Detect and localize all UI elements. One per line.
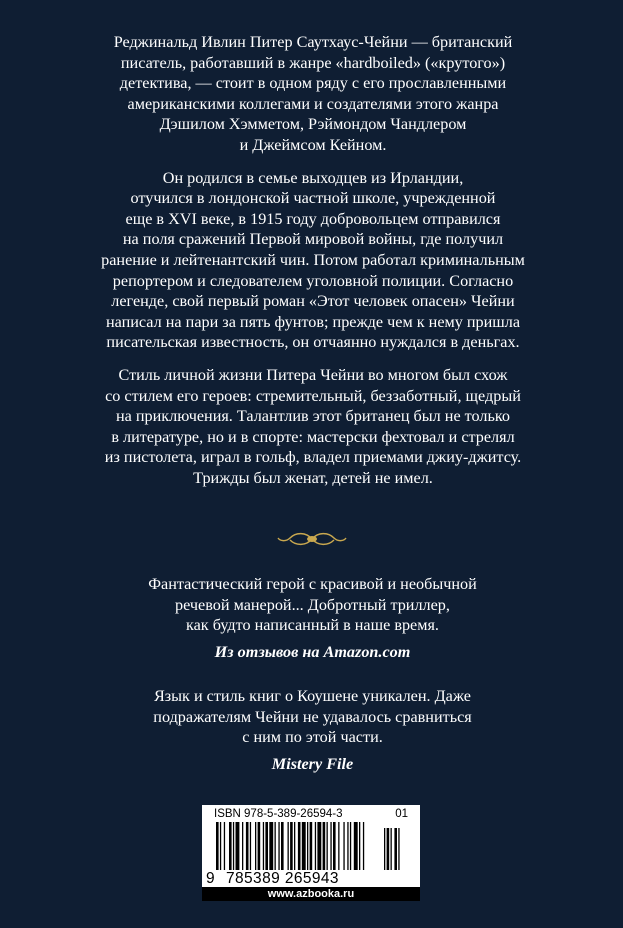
review-line: подражателям Чейни не удавалось сравниться: [153, 707, 472, 726]
bio-line: написал на пари за пять фунтов; прежде чем к нему пришла: [105, 312, 521, 331]
review-line: Фантастический герой с красивой и необычной: [148, 575, 477, 593]
bio-line: на поля сражений Первой мировой войны, где получил: [122, 230, 504, 249]
isbn-line: [214, 808, 408, 820]
author-biography: [58, 32, 568, 500]
review-quote-2: [120, 686, 505, 774]
review-line: с ним по этой части.: [242, 728, 383, 747]
isbn-text: ISBN 978-5-389-26594-3: [214, 808, 343, 820]
review-quote-1: [120, 574, 505, 662]
review-line: как будто написанный в наше время.: [186, 616, 439, 635]
bio-line: Дэшилом Хэмметом, Рэймондом Чандлером: [159, 115, 467, 134]
bio-line: со стилем его героев: стремительный, беззаботный, щедрый: [105, 386, 521, 405]
bio-line: Он родился в семье выходцев из Ирландии,: [162, 168, 464, 187]
bio-line: ранение и лейтенантский чин. Потом работал криминальным: [101, 250, 525, 269]
publisher-url: www.azbooka.ru: [202, 887, 420, 901]
bio-line: детектива, — стоит в одном ряду с его прославленными: [119, 74, 507, 93]
bio-paragraph-1: [58, 32, 568, 156]
bio-line: американскими коллегами и создателями этого жанра: [127, 94, 499, 113]
bio-line: Стиль личной жизни Питера Чейни во многом был схож: [118, 365, 508, 384]
review-source: Mistery File: [271, 754, 354, 773]
barcode-lead-digit: 9: [206, 870, 215, 887]
bio-line: из пистолета, играл в гольф, владел приемами джиу-джитсу.: [104, 448, 522, 467]
isbn-addon: 01: [395, 808, 408, 820]
bio-line: Реджинальд Ивлин Питер Саутхаус-Чейни — британский: [113, 33, 513, 51]
bio-paragraph-3: [58, 365, 568, 489]
review-source: Из отзывов на Amazon.com: [214, 642, 411, 661]
barcode-digits: [206, 870, 414, 888]
bio-line: на приключения. Талантлив этот британец был не только: [115, 407, 511, 426]
review-line: речевой манерой... Добротный триллер,: [175, 595, 450, 614]
bio-line: Трижды был женат, детей не имел.: [193, 468, 433, 487]
bio-line: писательская известность, он отчаянно нуждался в деньгах.: [106, 333, 520, 352]
bio-paragraph-2: [58, 168, 568, 353]
barcode-number: 785389 265943: [226, 870, 339, 887]
barcode-label: [202, 805, 420, 901]
bio-line: репортером и следователем уголовной полиции. Согласно: [112, 271, 514, 290]
barcode-bars-icon: [216, 822, 406, 870]
bio-line: в литературе, но и в спорте: мастерски фехтовал и стрелял: [111, 427, 515, 446]
bio-line: легенде, свой первый роман «Этот человек опасен» Чейни: [111, 292, 515, 311]
bio-line: отучился в лондонской частной школе, учрежденной: [130, 189, 496, 208]
review-line: Язык и стиль книг о Коушене уникален. Даже: [153, 687, 471, 705]
ornament-divider-icon: [276, 528, 348, 550]
bio-line: еще в XVI веке, в 1915 году добровольцем отправился: [125, 209, 501, 228]
bio-line: писатель, работавший в жанре «hardboiled» («крутого»): [120, 53, 506, 72]
bio-line: и Джеймсом Кейном.: [239, 135, 387, 154]
